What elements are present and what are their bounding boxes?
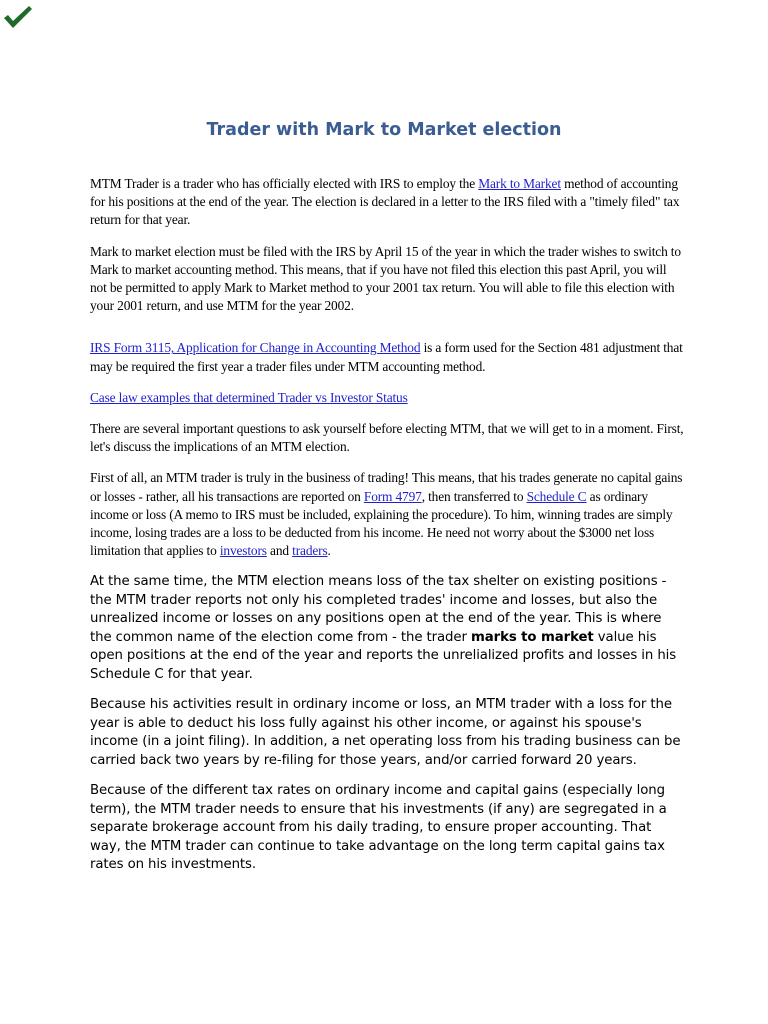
page-title: Trader with Mark to Market election <box>206 120 562 140</box>
text: , then transferred to <box>421 488 527 504</box>
text: and <box>266 543 293 559</box>
checkmark-icon <box>2 4 34 30</box>
paragraph-business-of-trading <box>90 469 685 560</box>
text: At the same time, the MTM election means loss of the tax shelter on existing positions - the MTM trader reports not only his completed trades' income and losses, but also the unrealized income or losses on any positions open at the end of the year. This is where the common name of the election come from - the trader <box>90 574 667 645</box>
text: as ordinary income or loss (A memo to IRS must be included, explaining the procedure). To him, winning trades are simply income, losing trades are a loss to be deducted from his income. He need not worry about the $3000 net loss limitation that applies to <box>90 488 673 559</box>
text: value his open positions at the end of the year and reports the unrelialized profits and losses in his Schedule C for that year. <box>90 629 677 682</box>
paragraph-questions: There are several important questions to ask yourself before electing MTM, that we will get to in a moment. First, let's discuss the implications of an MTM election. <box>90 421 684 455</box>
form-4797-link[interactable]: Form 4797 <box>363 488 422 504</box>
text: MTM Trader is a trader who has officially elected with IRS to employ the <box>90 176 479 191</box>
article-body <box>90 175 685 887</box>
case-law-link[interactable]: Case law examples that determined Trader vs Investor Status <box>90 389 408 405</box>
paragraph-tax-shelter-loss <box>90 573 685 684</box>
paragraph-case-law <box>90 389 685 407</box>
irs-form-3115-link[interactable]: IRS Form 3115, Application for Change in Accounting Method <box>90 340 421 356</box>
text: method of accounting for his positions at the end of the year. The election is declared in a letter to the IRS filed with a "timely filed" tax return for that year. <box>90 176 680 228</box>
paragraph-segregated-accounts: Because of the different tax rates on ordinary income and capital gains (especially long term), the MTM trader needs to ensure that his investments (if any) are segregated in a separate brokerage account from his daily trading, to ensure proper accounting. That way, the MTM trader can continue to take advantage on the long term capital gains tax rates on his investments. <box>90 783 667 873</box>
text: . <box>327 543 331 559</box>
investors-link[interactable]: investors <box>219 543 267 559</box>
traders-link[interactable]: traders <box>292 543 328 559</box>
schedule-c-link[interactable]: Schedule C <box>526 488 587 504</box>
paragraph-ordinary-loss: Because his activities result in ordinary income or loss, an MTM trader with a loss for the year is able to deduct his loss fully against his other income, or against his spouse's income (in a joint filing). In addition, a net operating loss from his trading business can be carried back two years by re-filing for those years, and/or carried forward 20 years. <box>90 697 681 768</box>
paragraph-mtm-definition <box>90 175 685 230</box>
text: is a form used for the Section 481 adjustment that may be required the first year a trader files under MTM accounting method. <box>90 340 683 374</box>
paragraph-election-deadline: Mark to market election must be filed with the IRS by April 15 of the year in which the trader wishes to switch to Mark to market accounting method. This means, that if you have not filed this election this past April, you will not be permitted to apply Mark to Market method to your 2001 tax return. You will able to file this election with your 2001 return, and use MTM for the year 2002. <box>90 243 681 314</box>
paragraph-form-3115 <box>90 339 685 375</box>
bold-text: marks to market <box>470 629 594 645</box>
mark-to-market-link[interactable]: Mark to Market <box>478 176 561 191</box>
text: First of all, an MTM trader is truly in the business of trading! This means, that his trades generate no capital gains or losses - rather, all his transactions are reported on <box>90 470 683 504</box>
